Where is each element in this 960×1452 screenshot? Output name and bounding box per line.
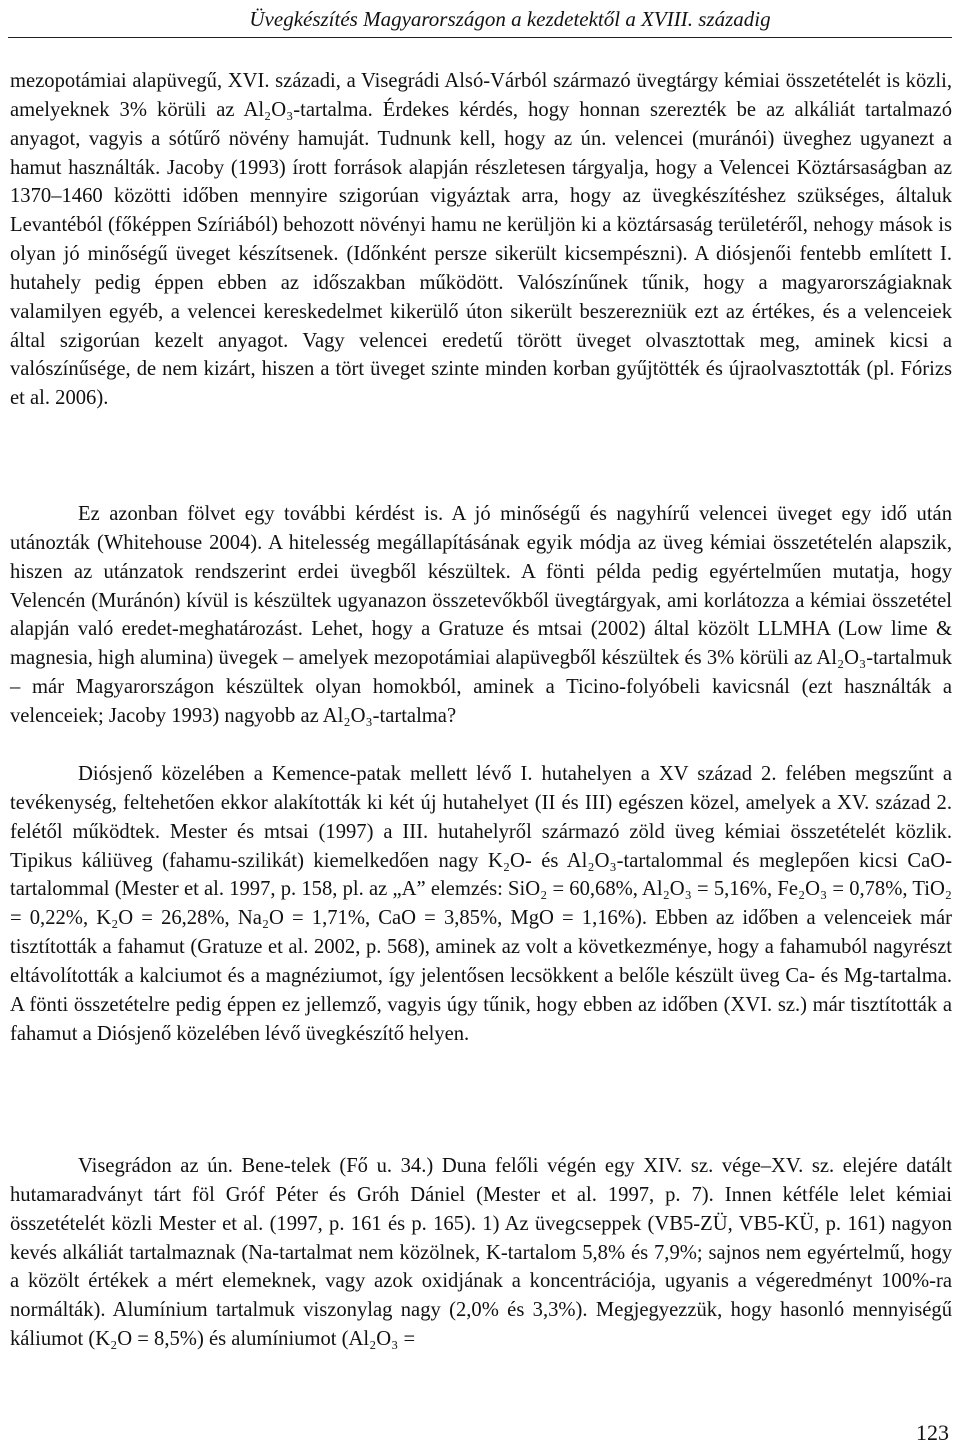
paragraph-3: Diósjenő közelében a Kemence-patak mellett lévő I. hutahelyen a XV század 2. felében megszűnt a tevékenység, feltehetően ekkor alakították ki két új hutahelyet (II és III) egészen közel, amelyek a XV. század 2. felétől működtek. Mester és mtsai (1997) a III. hutahelyről származó zöld üveg kémiai összetételét közlik. Tipikus káliüveg (fahamu-szilikát) kiemelkedően nagy K₂O- és Al₂O₃-tartalommal és meglepően kicsi CaO-tartalommal (Mester et al. 1997, p. 158, pl. az „A” elemzés: SiO₂ = 60,68%, Al₂O₃ = 5,16%, Fe₂O₃ = 0,78%, TiO₂ = 0,22%, K₂O = 26,28%, Na₂O = 1,71%, CaO = 3,85%, MgO = 1,16%). Ebben az időben a velenceiek már tisztították a fahamut (Gratuze et al. 2002, p. 568), aminek az volt a következménye, hogy a fahamuból nagyrészt eltávolították a kalciumot és a magnéziumot, így jelentősen lecsökkent a belőle készült üveg Ca- és Mg-tartalma. A fönti összetételre pedig éppen ez jellemző, vagyis úgy tűnik, hogy ebben az időben (XVI. sz.) már tisztították a fahamut a Diósjenő közelében lévő üvegkészítő helyen. [10, 763, 952, 1045]
header-rule [8, 37, 952, 38]
paragraph-1: mezopotámiai alapüvegű, XVI. századi, a Visegrádi Alsó-Várból származó üvegtárgy kémiai összetételét is közli, amelyeknek 3% körüli az Al₂O₃-tartalma. Érdekes kérdés, hogy honnan szerezték be az alkáliát tartalmazó anyagot, vagyis a sótűrő növény hamuját. Tudnunk kell, hogy az ún. velencei (muránói) üveghez ugyanezt a hamut használták. Jacoby (1993) írott források alapján részletesen tárgyalja, hogy a Velencei Köztársaságban az 1370–1460 közötti időben mennyire szigorúan vigyáztak arra, hogy az üvegkészítéshez szükséges, általuk Levantéból (főképpen Szíriából) behozott növényi hamu ne kerüljön ki a köztársaság területéről, nehogy mások is olyan jó minőségű üveget készítsenek. (Időnként persze sikerült kicsempészni). A diósjenői fentebb említett I. hutahely pedig éppen ebben az időszakban működött. Valószínűnek tűnik, hogy a magyarországiaknak valamilyen egyéb, a velencei kereskedelmet kikerülő úton sikerült beszerezniük ezt az értékes, és a velenceiek által szigorúan kezelt anyagot. Vagy velencei eredetű törött üveget olvasztottak meg, aminek kicsi a valószínűsége, de nem kizárt, hiszen a tört üveget szinte minden korban gyűjtötték és újraolvasztották (pl. Fórizs et al. 2006). [10, 70, 952, 410]
paragraph-4: Visegrádon az ún. Bene-telek (Fő u. 34.) Duna felőli végén egy XIV. sz. vége–XV. sz. elejére datált hutamaradványt tárt föl Gróf Péter és Gróh Dániel (Mester et al. 1997, p. 7). Innen kétféle lelet kémiai összetételét közli Mester et al. (1997, p. 161 és p. 165). 1) Az üvegcseppek (VB5-ZÜ, VB5-KÜ, p. 161) nagyon kevés alkáliát tartalmaznak (Na-tartalmat nem közölnek, K-tartalom 5,8% és 7,9%; sajnos nem egyértelmű, hogy a közölt értékek a mért elemeknek, vagy azok oxidjának a koncentrációja, ugyanis a végeredményt 100%-ra normálták). Alumínium tartalmuk viszonylag nagy (2,0% és 3,3%). Megjegyezzük, hogy hasonló mennyiségű káliumot (K₂O = 8,5%) és alumíniumot (Al₂O₃ = [10, 1155, 952, 1351]
running-title: Üvegkészítés Magyarországon a kezdetektől a XVIII. századig [249, 7, 771, 31]
page-number: 123 [916, 1420, 949, 1445]
paragraph-2: Ez azonban fölvet egy további kérdést is. A jó minőségű és nagyhírű velencei üveget egy idő után utánozták (Whitehouse 2004). A hitelesség megállapításának egyik módja az üveg kémiai összetételén alapszik, hiszen az utánzatok rendszerint erdei üvegből készültek. A fönti példa pedig egyértelműen mutatja, hogy Velencén (Muránón) kívül is készültek ugyanazon összetevőkből üvegtárgyak, ami korlátozza a kémiai összetétel alapján való eredet-meghatározást. Lehet, hogy a Gratuze és mtsai (2002) által közölt LLMHA (Low lime & magnesia, high alumina) üvegek – amelyek mezopotámiai alapüvegből készültek és 3% körüli az Al₂O₃-tartalmuk – már Magyarországon készültek olyan homokból, aminek a Ticino-folyóbeli kavicsnál (ezt használták a velenceiek; Jacoby 1993) nagyobb az Al₂O₃-tartalma? [10, 503, 952, 727]
